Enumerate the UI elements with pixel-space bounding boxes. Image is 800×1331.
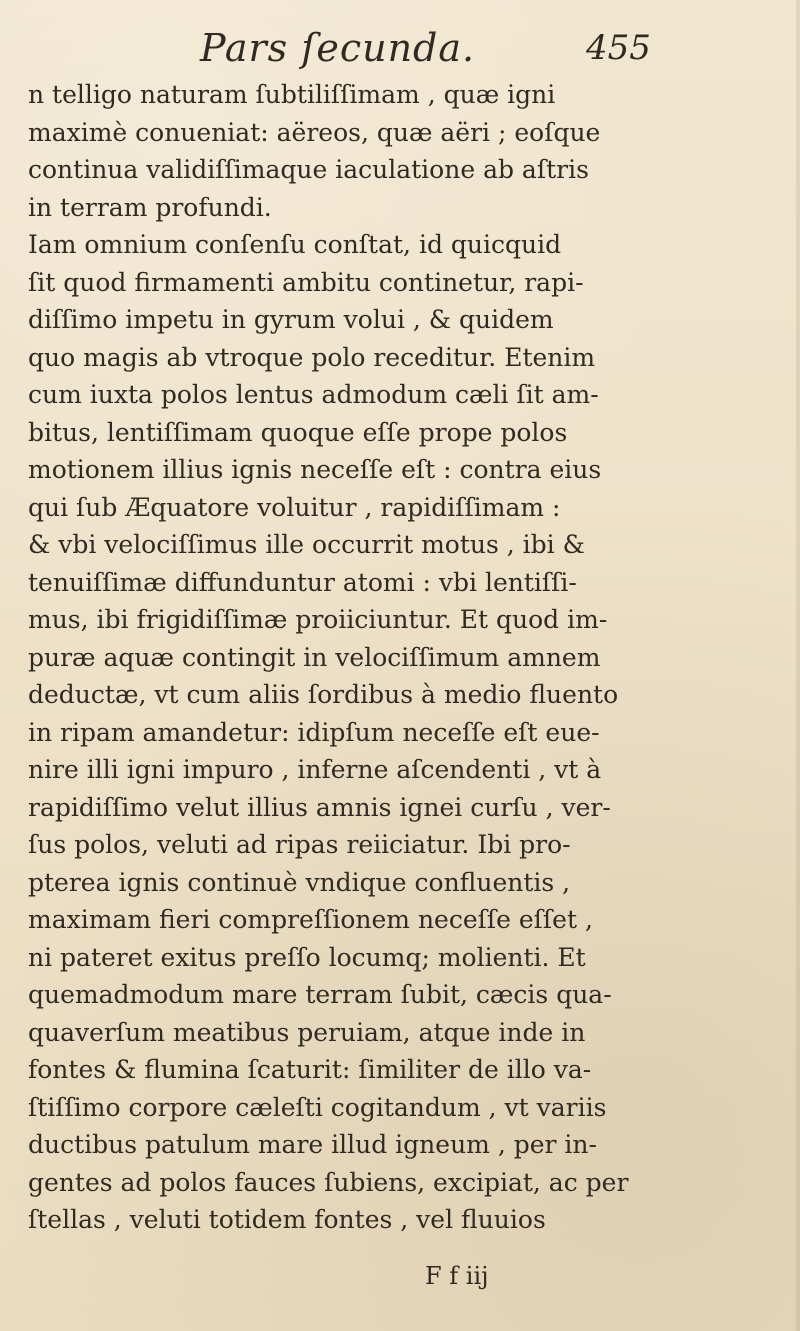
text-line: ſit quod firmamenti ambitu continetur, rapi-: [28, 267, 584, 297]
text-line: gentes ad polos fauces ſubiens, excipiat, ac per: [28, 1167, 629, 1197]
text-line: in ripam amandetur: idipſum neceſſe eſt eue-: [28, 717, 600, 747]
text-line: maximè conueniat: aëreos, quæ aëri ; eoſque: [28, 117, 601, 147]
text-line: quaverſum meatibus peruiam, atque inde in: [28, 1017, 586, 1047]
body-text: [28, 76, 793, 1239]
text-line: qui ſub Æquatore voluitur , rapidiſſimam :: [28, 492, 561, 522]
text-line: quo magis ab vtroque polo receditur. Etenim: [28, 342, 596, 372]
text-line: rapidiſſimo velut illius amnis ignei curſu , ver-: [28, 792, 611, 822]
text-line: ſtiſſimo corpore cæleſti cogitandum , vt variis: [28, 1092, 607, 1122]
text-line: in terram profundi.: [28, 192, 272, 222]
text-line: continua validiſſimaque iaculatione ab aſtris: [28, 155, 589, 184]
text-line: ductibus patulum mare illud igneum , per in-: [28, 1130, 597, 1159]
text-line: Iam omnium conſenſu conſtat, id quicquid: [28, 230, 562, 259]
signature-mark: F f iij: [425, 1262, 489, 1290]
page-edge-shadow: [796, 0, 800, 1331]
text-line: diſſimo impetu in gyrum volui , & quidem: [28, 305, 554, 334]
page-number: 455: [586, 28, 651, 68]
text-line: ſus polos, veluti ad ripas reiiciatur. Ibi pro-: [28, 830, 571, 859]
text-line: bitus, lentiſſimam quoque eſſe prope polos: [28, 417, 568, 447]
text-line: quemadmodum mare terram ſubit, cæcis qua-: [28, 980, 612, 1009]
text-line: mus, ibi frigidiſſimæ proiiciuntur. Et quod im-: [28, 605, 608, 634]
text-line: & vbi velociſſimus ille occurrit motus , ibi &: [28, 530, 585, 559]
text-line: cum iuxta polos lentus admodum cæli ſit am-: [28, 380, 599, 409]
text-line: fontes & flumina ſcaturit: ſimiliter de illo va-: [28, 1055, 592, 1084]
running-head: Pars ſecunda.: [200, 26, 476, 70]
text-line: deductæ, vt cum aliis ſordibus à medio fluento: [28, 680, 619, 709]
text-line: ſtellas , veluti totidem fontes , vel fluuios: [28, 1205, 546, 1234]
text-line: maximam fieri compreſſionem neceſſe eſſet ,: [28, 905, 593, 934]
text-line: tenuiſſimæ diffunduntur atomi : vbi lentiſſi-: [28, 567, 577, 597]
text-line: ni pateret exitus preſſo locumq; molienti. Et: [28, 942, 586, 972]
text-line: pterea ignis continuè vndique confluentis ,: [28, 867, 571, 897]
text-line: nire illi igni impuro , inferne aſcendenti , vt à: [28, 755, 602, 784]
text-line: motionem illius ignis neceſſe eſt : contra eius: [28, 455, 602, 484]
text-line: n telligo naturam ſubtiliſſimam , quæ igni: [28, 80, 556, 109]
text-line: puræ aquæ contingit in velociſſimum amnem: [28, 642, 601, 672]
page-header: [0, 16, 800, 68]
